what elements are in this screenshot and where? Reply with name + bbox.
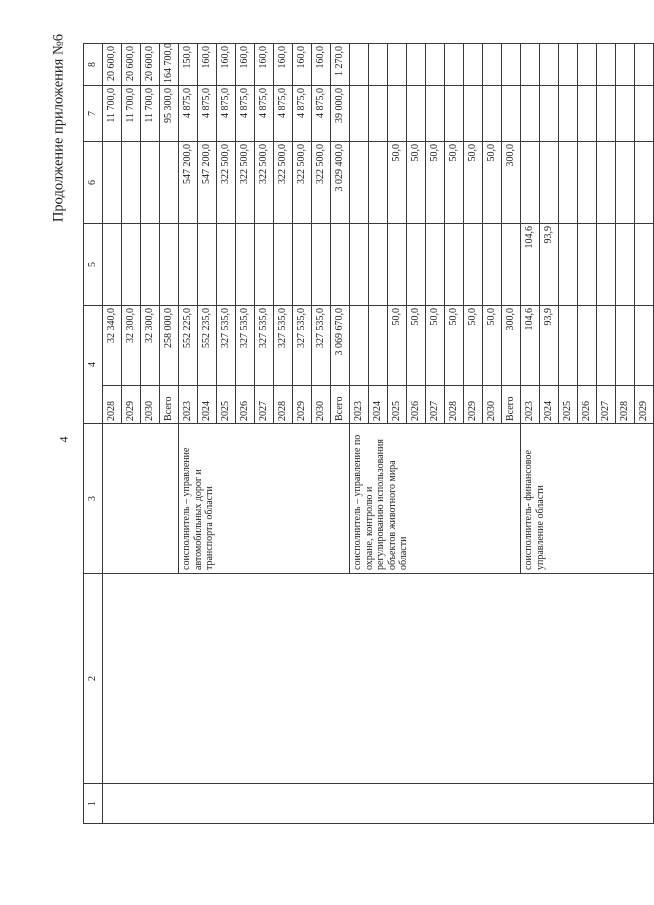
year-cell: Всего [502,386,521,424]
appendix-heading-text: Продолжение приложения №6 [50,33,66,222]
total-cell: 327 535,0 [274,306,293,386]
column-6-cell: 50,0 [464,142,483,224]
total-cell: 50,0 [388,306,407,386]
total-cell [578,306,597,386]
column-7-cell: 39 000,0 [331,86,350,142]
column-7-cell [540,86,559,142]
column-6-cell: 322 500,0 [217,142,236,224]
total-cell: 258 000,0 [160,306,179,386]
year-cell: 2026 [407,386,426,424]
column-6-cell [521,142,540,224]
total-cell [616,306,635,386]
column-5-cell [141,224,160,306]
column-5-cell [198,224,217,306]
column-5-cell [122,224,141,306]
column-8-cell [464,44,483,86]
column-5-cell [635,224,654,306]
column-7-cell: 95 300,0 [160,86,179,142]
column-5-cell [426,224,445,306]
column-5-cell [103,224,122,306]
column-6-cell: 50,0 [483,142,502,224]
total-cell [597,306,616,386]
column-5-cell [464,224,483,306]
year-cell: 2025 [388,386,407,424]
column-6-cell [635,142,654,224]
total-cell: 327 535,0 [236,306,255,386]
column-5-cell [445,224,464,306]
year-cell: 2023 [521,386,540,424]
year-cell: 2030 [141,386,160,424]
year-cell: 2028 [616,386,635,424]
total-cell: 552 235,0 [198,306,217,386]
column-7-cell: 4 875,0 [236,86,255,142]
column-7-cell: 4 875,0 [312,86,331,142]
total-cell: 93,9 [540,306,559,386]
column-8-cell [369,44,388,86]
column-5-cell [274,224,293,306]
year-cell: 2024 [540,386,559,424]
column-7-cell: 11 700,0 [122,86,141,142]
executor-cell: соисполнитель – управление автомобильных дорог и транспорта области [179,424,350,574]
column-5-cell [350,224,369,306]
column-7-cell [407,86,426,142]
executor-cell: соисполнитель- финансовое управление области [521,424,654,574]
column-7-cell: 4 875,0 [217,86,236,142]
column-8-cell: 20 600,0 [122,44,141,86]
total-cell: 50,0 [464,306,483,386]
column-7-cell [597,86,616,142]
column-5-cell [502,224,521,306]
column-6-cell [122,142,141,224]
column-8-cell: 160,0 [217,44,236,86]
column-6-cell: 3 029 400,0 [331,142,350,224]
column-6-cell: 300,0 [502,142,521,224]
column-6-cell [141,142,160,224]
total-cell: 32 300,0 [141,306,160,386]
column-8-cell [578,44,597,86]
header-cell-5: 5 [84,224,103,306]
column-6-cell: 50,0 [388,142,407,224]
funding-table-body [84,44,654,824]
header-cell-2: 2 [84,574,103,784]
column-5-cell [559,224,578,306]
total-cell: 327 535,0 [255,306,274,386]
column-7-cell: 4 875,0 [179,86,198,142]
column-8-cell [483,44,502,86]
column-6-cell [616,142,635,224]
column-6-cell: 50,0 [407,142,426,224]
year-cell: 2030 [483,386,502,424]
column-2-cell [103,574,654,784]
column-6-cell: 547 200,0 [179,142,198,224]
column-5-cell [483,224,502,306]
column-8-cell [559,44,578,86]
column-5-cell [160,224,179,306]
column-5-cell [312,224,331,306]
column-5-cell [388,224,407,306]
column-8-cell [616,44,635,86]
total-cell: 3 069 670,0 [331,306,350,386]
column-8-cell [426,44,445,86]
column-8-cell: 1 270,0 [331,44,350,86]
column-7-cell [502,86,521,142]
funding-table [83,43,654,824]
column-8-cell [540,44,559,86]
total-cell: 327 535,0 [217,306,236,386]
table-row [103,44,122,824]
column-8-cell: 160,0 [293,44,312,86]
total-cell [350,306,369,386]
appendix-heading [50,33,67,222]
column-7-cell [483,86,502,142]
column-6-cell: 322 500,0 [312,142,331,224]
total-cell: 32 340,0 [103,306,122,386]
header-cell-3: 3 [84,424,103,574]
column-7-cell [635,86,654,142]
year-cell: 2029 [635,386,654,424]
column-7-cell [578,86,597,142]
column-7-cell: 4 875,0 [274,86,293,142]
year-cell: 2028 [103,386,122,424]
column-8-cell: 160,0 [255,44,274,86]
column-7-cell: 4 875,0 [293,86,312,142]
column-5-cell [578,224,597,306]
year-cell: 2029 [464,386,483,424]
year-cell: Всего [331,386,350,424]
header-cell-1: 1 [84,784,103,824]
column-8-cell [597,44,616,86]
year-cell: 2025 [559,386,578,424]
column-6-cell: 50,0 [445,142,464,224]
column-5-cell [407,224,426,306]
column-6-cell [578,142,597,224]
total-cell: 50,0 [426,306,445,386]
column-8-cell: 150,0 [179,44,198,86]
total-cell: 552 225,0 [179,306,198,386]
total-cell [559,306,578,386]
column-7-cell [616,86,635,142]
year-cell: 2030 [312,386,331,424]
column-5-cell [255,224,274,306]
column-6-cell [559,142,578,224]
column-5-cell: 104,6 [521,224,540,306]
column-6-cell: 322 500,0 [274,142,293,224]
year-cell: 2027 [255,386,274,424]
column-6-cell [369,142,388,224]
column-6-cell: 322 500,0 [293,142,312,224]
year-cell: 2026 [578,386,597,424]
year-cell: 2025 [217,386,236,424]
year-cell: 2028 [274,386,293,424]
column-8-cell [502,44,521,86]
total-cell: 327 535,0 [312,306,331,386]
column-6-cell: 322 500,0 [255,142,274,224]
year-cell: 2024 [369,386,388,424]
column-8-cell [521,44,540,86]
header-cell-8: 8 [84,44,103,86]
year-cell: 2024 [198,386,217,424]
year-cell: 2023 [350,386,369,424]
column-7-cell: 11 700,0 [103,86,122,142]
column-6-cell: 50,0 [426,142,445,224]
total-cell: 50,0 [407,306,426,386]
column-8-cell [445,44,464,86]
column-8-cell: 160,0 [274,44,293,86]
column-5-cell [217,224,236,306]
column-5-cell [293,224,312,306]
column-6-cell [597,142,616,224]
year-cell: 2026 [236,386,255,424]
column-8-cell [635,44,654,86]
total-cell: 50,0 [483,306,502,386]
header-cell-6: 6 [84,142,103,224]
header-cell-4: 4 [84,306,103,424]
column-6-cell [160,142,179,224]
column-7-cell [445,86,464,142]
column-5-cell [179,224,198,306]
column-8-cell [350,44,369,86]
total-cell [635,306,654,386]
column-8-cell: 164 700,0 [160,44,179,86]
column-5-cell [369,224,388,306]
total-cell: 327 535,0 [293,306,312,386]
column-7-cell: 11 700,0 [141,86,160,142]
total-cell: 50,0 [445,306,464,386]
column-7-cell [521,86,540,142]
column-6-cell: 322 500,0 [236,142,255,224]
column-5-cell [236,224,255,306]
column-8-cell: 20 600,0 [103,44,122,86]
year-cell: 2029 [122,386,141,424]
column-8-cell: 20 600,0 [141,44,160,86]
column-7-cell: 4 875,0 [198,86,217,142]
column-5-cell: 93,9 [540,224,559,306]
column-5-cell [597,224,616,306]
column-8-cell: 160,0 [312,44,331,86]
year-cell: 2027 [426,386,445,424]
column-7-cell [559,86,578,142]
column-8-cell [388,44,407,86]
total-cell [369,306,388,386]
total-cell: 104,6 [521,306,540,386]
column-5-cell [616,224,635,306]
column-7-cell: 4 875,0 [255,86,274,142]
table-header-row [84,44,103,824]
page-number: 4 [56,436,71,443]
column-7-cell [464,86,483,142]
column-7-cell [350,86,369,142]
column-7-cell [388,86,407,142]
year-cell: Всего [160,386,179,424]
column-8-cell [407,44,426,86]
total-cell: 300,0 [502,306,521,386]
funding-table-container [83,43,650,824]
column-6-cell [103,142,122,224]
executor-cell [103,424,179,574]
column-8-cell: 160,0 [236,44,255,86]
column-5-cell [331,224,350,306]
year-cell: 2023 [179,386,198,424]
year-cell: 2029 [293,386,312,424]
column-6-cell: 547 200,0 [198,142,217,224]
column-7-cell [426,86,445,142]
header-cell-7: 7 [84,86,103,142]
executor-cell: соисполнитель – управление по охране, контролю и регулированию использования объектов животного мира области [350,424,521,574]
total-cell: 32 300,0 [122,306,141,386]
column-1-cell [103,784,654,824]
year-cell: 2028 [445,386,464,424]
column-7-cell [369,86,388,142]
column-6-cell [350,142,369,224]
column-8-cell: 160,0 [198,44,217,86]
column-6-cell [540,142,559,224]
year-cell: 2027 [597,386,616,424]
